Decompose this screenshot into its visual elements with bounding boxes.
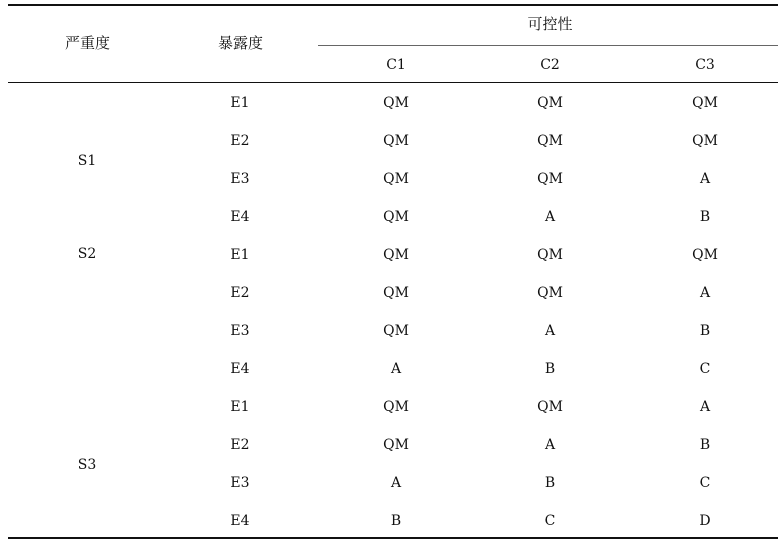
exposure-cell: E4: [230, 209, 250, 225]
rating-cell-c1: A: [390, 361, 402, 377]
rating-cell-c1: QM: [383, 133, 409, 149]
rating-cell-c1: QM: [383, 323, 409, 339]
rating-cell-c2: QM: [537, 399, 563, 415]
severity-header: 严重度: [64, 34, 110, 52]
rating-cell-c1: QM: [383, 437, 409, 453]
exposure-cell: E1: [230, 399, 250, 415]
rating-cell-c3: B: [699, 437, 711, 453]
rating-cell-c1: QM: [383, 95, 409, 111]
rating-cell-c2: C: [544, 513, 556, 529]
rating-cell-c3: A: [699, 285, 711, 301]
controllability-subheader-rule: [318, 45, 778, 46]
column-header-c3: C3: [695, 57, 715, 73]
rating-cell-c2: B: [544, 361, 556, 377]
rating-cell-c3: B: [699, 323, 711, 339]
exposure-cell: E2: [230, 437, 250, 453]
rating-cell-c2: B: [544, 475, 556, 491]
severity-label-s1: S1: [77, 153, 97, 169]
rating-cell-c1: QM: [383, 285, 409, 301]
rating-cell-c2: A: [544, 323, 556, 339]
severity-label-s2: S2: [77, 246, 97, 262]
rating-cell-c3: A: [699, 399, 711, 415]
exposure-cell: E4: [230, 513, 250, 529]
exposure-header: 暴露度: [217, 34, 263, 52]
rating-cell-c2: A: [544, 209, 556, 225]
rating-cell-c1: QM: [383, 399, 409, 415]
table-bottom-rule: [8, 537, 778, 539]
controllability-header: 可控性: [527, 15, 573, 33]
exposure-cell: E3: [230, 171, 250, 187]
column-header-c2: C2: [540, 57, 560, 73]
rating-cell-c3: QM: [692, 95, 718, 111]
rating-cell-c3: QM: [692, 247, 718, 263]
rating-cell-c3: C: [699, 361, 711, 377]
rating-cell-c1: QM: [383, 247, 409, 263]
rating-cell-c3: C: [699, 475, 711, 491]
rating-cell-c2: A: [544, 437, 556, 453]
exposure-cell: E1: [230, 247, 250, 263]
rating-cell-c3: D: [699, 513, 711, 529]
rating-cell-c1: A: [390, 475, 402, 491]
rating-cell-c3: A: [699, 171, 711, 187]
severity-label-s3: S3: [77, 457, 97, 473]
exposure-cell: E4: [230, 361, 250, 377]
column-header-c1: C1: [386, 57, 406, 73]
rating-cell-c2: QM: [537, 171, 563, 187]
exposure-cell: E3: [230, 475, 250, 491]
rating-cell-c2: QM: [537, 133, 563, 149]
rating-cell-c2: QM: [537, 95, 563, 111]
rating-cell-c1: B: [390, 513, 402, 529]
rating-cell-c1: QM: [383, 209, 409, 225]
table-top-rule: [8, 4, 778, 6]
rating-cell-c3: B: [699, 209, 711, 225]
rating-cell-c1: QM: [383, 171, 409, 187]
rating-cell-c2: QM: [537, 247, 563, 263]
exposure-cell: E1: [230, 95, 250, 111]
table-header-rule: [8, 82, 778, 83]
exposure-cell: E2: [230, 285, 250, 301]
rating-cell-c2: QM: [537, 285, 563, 301]
exposure-cell: E2: [230, 133, 250, 149]
exposure-cell: E3: [230, 323, 250, 339]
rating-cell-c3: QM: [692, 133, 718, 149]
